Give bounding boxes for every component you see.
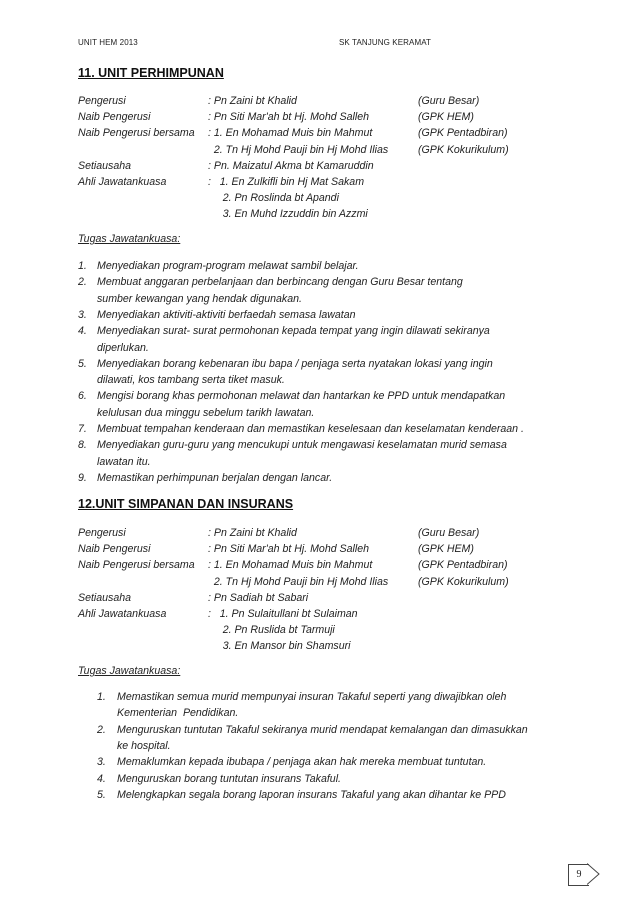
task-number: 7. [78,423,87,435]
member-name: : 1. En Mohamad Muis bin Mahmut [208,559,373,572]
task-number: 2. [78,276,87,289]
task-text: Menguruskan tuntutan Takaful sekiranya murid mendapat kemalangan dan dimasukkan [117,723,528,736]
committee-row [0,526,638,541]
task-number: 4. [78,325,87,338]
task-number: 4. [97,772,106,785]
member-name: : Pn. Maizatul Akma bt Kamaruddin [208,159,374,172]
task-text: diperlukan. [97,341,149,354]
task-number: 2. [97,723,106,736]
member-name: 3. En Mansor bin Shamsuri [208,640,351,653]
task-number: 6. [78,390,87,403]
member-name: 2. Pn Roslinda bt Apandi [208,192,339,205]
committee-row [0,143,638,158]
task-text: Menyediakan borang kebenaran ibu bapa / penjaga serta nyatakan lokasi yang ingin [97,357,493,370]
committee-row [0,94,638,109]
committee-row [0,591,638,606]
task-text: Menguruskan borang tuntutan insurans Takaful. [117,772,341,785]
member-name: : Pn Sadiah bt Sabari [208,591,309,604]
task-number: 3. [97,756,106,769]
member-role: Ahli Jawatankuasa [78,608,167,620]
section1-title: 11. UNIT PERHIMPUNAN [78,66,224,80]
task-text: ke hospital. [117,739,171,752]
committee-row [0,175,638,190]
member-name: : 1. Pn Sulaitullani bt Sulaiman [208,608,358,620]
task-text: sumber kewangan yang hendak digunakan. [97,292,302,305]
task-number: 5. [97,788,106,801]
member-role: Pengerusi [78,527,126,539]
section2-title: 12.UNIT SIMPANAN DAN INSURANS [78,497,294,511]
task-text: Menyediakan guru-guru yang mencukupi untuk mengawasi keselamatan murid semasa [97,439,507,452]
committee-row [0,639,638,654]
member-post: (GPK HEM) [418,543,474,556]
member-name: : Pn Zaini bt Khalid [208,95,297,107]
member-name: : Pn Siti Mar'ah bt Hj. Mohd Salleh [208,111,370,124]
task-text: Menyediakan aktiviti-aktiviti berfaedah semasa lawatan [97,308,356,321]
task-text: Membuat tempahan kenderaan dan memastikan keselesaan dan keselamatan kenderaan . [97,423,524,435]
committee-row [0,558,638,573]
task-text: Memaklumkan kepada ibubapa / penjaga akan hak mereka membuat tuntutan. [117,756,487,769]
task-number: 1. [78,260,87,272]
task-number: 8. [78,439,87,452]
member-name: 2. Tn Hj Mohd Pauji bin Hj Mohd Ilias [208,575,389,588]
member-name: 2. Tn Hj Mohd Pauji bin Hj Mohd Ilias [208,143,389,156]
member-post: (GPK Kokurikulum) [418,575,509,588]
page-tab-arrow-icon [587,863,601,885]
committee-row [0,126,638,141]
task-text: Memastikan perhimpunan berjalan dengan lancar. [97,471,333,484]
committee-row [0,207,638,222]
member-role: Naib Pengerusi [78,111,151,124]
member-post: (Guru Besar) [418,527,480,539]
task-text: Membuat anggaran perbelanjaan dan berbincang dengan Guru Besar tentang [97,276,463,289]
member-role: Pengerusi [78,95,126,107]
committee-row [0,542,638,557]
task-text: Memastikan semua murid mempunyai insuran Takaful seperti yang diwajibkan oleh [117,691,507,703]
section1-tugas-label: Tugas Jawatankuasa: [78,233,181,245]
task-text: Kementerian Pendidikan. [117,707,239,720]
committee-row [0,575,638,590]
page-number: 9 [568,864,589,886]
member-role: Naib Pengerusi bersama [78,559,195,572]
member-post: (GPK Pentadbiran) [418,127,508,140]
section2-tugas-label: Tugas Jawatankuasa: [78,665,181,677]
task-number: 5. [78,357,87,370]
task-text: Menyediakan program-program melawat sambil belajar. [97,260,359,272]
member-post: (GPK Pentadbiran) [418,559,508,572]
member-role: Setiausaha [78,159,132,172]
committee-row [0,159,638,174]
member-name: : Pn Siti Mar'ah bt Hj. Mohd Salleh [208,543,370,556]
member-name: : Pn Zaini bt Khalid [208,527,297,539]
task-text: kelulusan dua minggu sebelum tarikh lawatan. [97,406,315,419]
task-text: Mengisi borang khas permohonan melawat dan hantarkan ke PPD untuk mendapatkan [97,390,506,403]
member-post: (Guru Besar) [418,95,480,107]
member-name: 2. Pn Ruslida bt Tarmuji [208,624,335,637]
member-name: 3. En Muhd Izzuddin bin Azzmi [208,208,368,221]
header-school: SK TANJUNG KERAMAT [339,38,432,47]
header-unit: UNIT HEM 2013 [78,38,138,47]
member-role: Naib Pengerusi [78,543,151,556]
member-role: Setiausaha [78,591,132,604]
member-role: Ahli Jawatankuasa [78,176,167,188]
committee-row [0,110,638,125]
task-text: Menyediakan surat- surat permohonan kepada tempat yang ingin dilawati sekiranya [97,325,490,338]
task-text: Melengkapkan segala borang laporan insurans Takaful yang akan dihantar ke PPD [117,788,506,801]
task-number: 1. [97,691,106,703]
task-number: 3. [78,308,87,321]
member-name: : 1. En Mohamad Muis bin Mahmut [208,127,373,140]
committee-row [0,191,638,206]
member-role: Naib Pengerusi bersama [78,127,195,140]
committee-row [0,607,638,622]
member-post: (GPK HEM) [418,111,474,124]
member-name: : 1. En Zulkifli bin Hj Mat Sakam [208,176,365,188]
task-number: 9. [78,471,87,484]
member-post: (GPK Kokurikulum) [418,143,509,156]
task-text: lawatan itu. [97,455,151,468]
task-text: dilawati, kos tambang serta tiket masuk. [97,374,285,387]
committee-row [0,623,638,638]
